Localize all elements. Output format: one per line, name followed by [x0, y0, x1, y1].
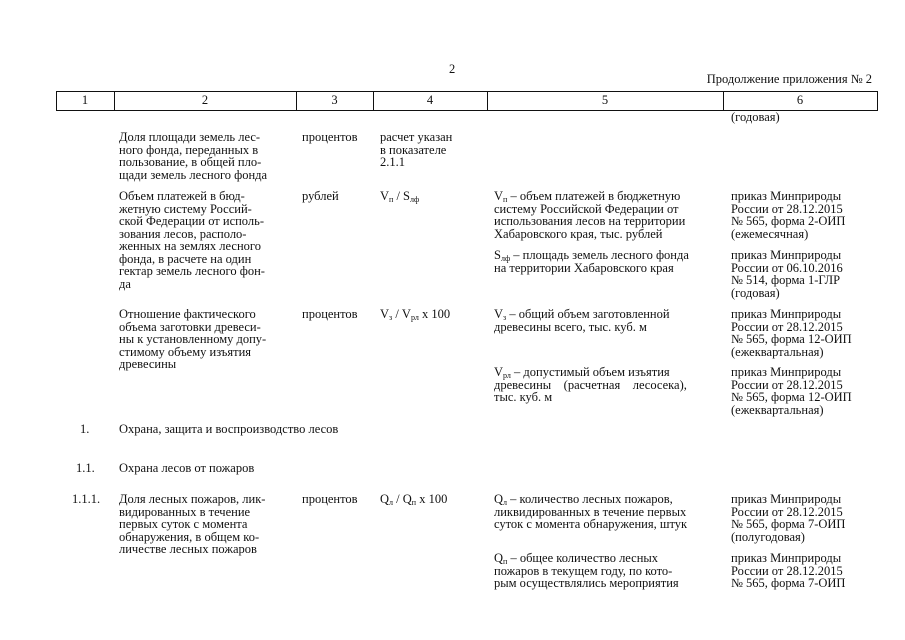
r2-unit: рублей: [302, 189, 339, 203]
r4-number: 1.: [80, 422, 90, 436]
r2-variable-slf: $S_{лф}$ – площадь земель лесного фонда на территории Хабаровского края: [494, 248, 689, 275]
r3-source-b: приказ Минприроды России от 28.12.2015 № 565, форма 12-ОИП (ежеквартальная): [731, 365, 852, 417]
r6-variable-qp: $Q_п$ – общее количество лесных пожаров в текущем году, по кото- рым осуществлялись мероприятия: [494, 551, 679, 590]
r3-formula: $V_з / V_{рл}$ x 100: [380, 307, 451, 322]
r2-indicator: Объем платежей в бюд- жетную систему Россий- ской Федерации от исполь- зования лесов, располо- женных на землях лесного фонда, в расчете на один гектар земель лесного фон- да: [119, 189, 265, 291]
r1-indicator: Доля площади земель лес- ного фонда, переданных в пользование, в общей пло- щади земель лесного фонда: [119, 130, 268, 182]
r2-source-b: приказ Минприроды России от 06.10.2016 № 514, форма 1-ГЛР (годовая): [731, 248, 843, 300]
r6-unit: процентов: [302, 492, 358, 506]
r0-source: (годовая): [731, 110, 780, 124]
r1-unit: процентов: [302, 130, 358, 144]
r2-formula: $V_п / S_{лф}$: [380, 189, 420, 204]
r3-variable-vz: $V_з$ – общий объем заготовленной древесины всего, тыс. куб. м: [494, 307, 670, 334]
r6-number: 1.1.1.: [72, 492, 101, 506]
r3-indicator: Отношение фактического объема заготовки древеси- ны к установленному допу- стимому объему изъятия древесины: [119, 307, 267, 371]
r6-source-a: приказ Минприроды России от 28.12.2015 № 565, форма 7-ОИП (полугодовая): [731, 492, 846, 544]
r4-section-title: Охрана, защита и воспроизводство лесов: [119, 422, 339, 436]
continuation-label: Продолжение приложения № 2: [706, 72, 872, 86]
r6-formula: $Q_л / Q_п$ x 100: [380, 492, 448, 507]
r2-variable-vp: $V_п$ – объем платежей в бюджетную систему Российской Федерации от использования лесов на территории Хабаровского края, тыс. рублей: [494, 189, 686, 241]
r2-source-a: приказ Минприроды России от 28.12.2015 № 565, форма 2-ОИП (ежемесячная): [731, 189, 846, 241]
r5-section-title: Охрана лесов от пожаров: [119, 461, 255, 475]
header-col-3: 3: [331, 93, 338, 107]
r6-variable-ql: $Q_л$ – количество лесных пожаров, ликвидированных в течение первых суток с момента обнаружения, штук: [494, 492, 688, 531]
header-top-rule: [56, 91, 877, 92]
r6-indicator: Доля лесных пожаров, лик- видированных в течение первых суток с момента обнаружения, в общем ко- личестве лесных пожаров: [119, 492, 266, 556]
r3-variable-vrl: $V_{рл}$ – допустимый объем изъятия древесины (расчетная лесосека), тыс. куб. м: [494, 365, 687, 404]
header-col-5: 5: [601, 93, 609, 107]
r6-source-b: приказ Минприроды России от 28.12.2015 № 565, форма 7-ОИП: [731, 551, 846, 590]
r1-formula: расчет указан в показателе 2.1.1: [380, 130, 453, 169]
header-col-2: 2: [201, 93, 209, 107]
r3-source-a: приказ Минприроды России от 28.12.2015 № 565, форма 12-ОИП (ежеквартальная): [731, 307, 852, 359]
col-border: [877, 91, 878, 111]
r5-number: 1.1.: [76, 461, 95, 475]
header-col-6: 6: [796, 93, 804, 107]
header-col-4: 4: [426, 93, 434, 107]
r3-unit: процентов: [302, 307, 358, 321]
header-col-1: 1: [81, 93, 89, 107]
page-number: 2: [449, 62, 456, 76]
